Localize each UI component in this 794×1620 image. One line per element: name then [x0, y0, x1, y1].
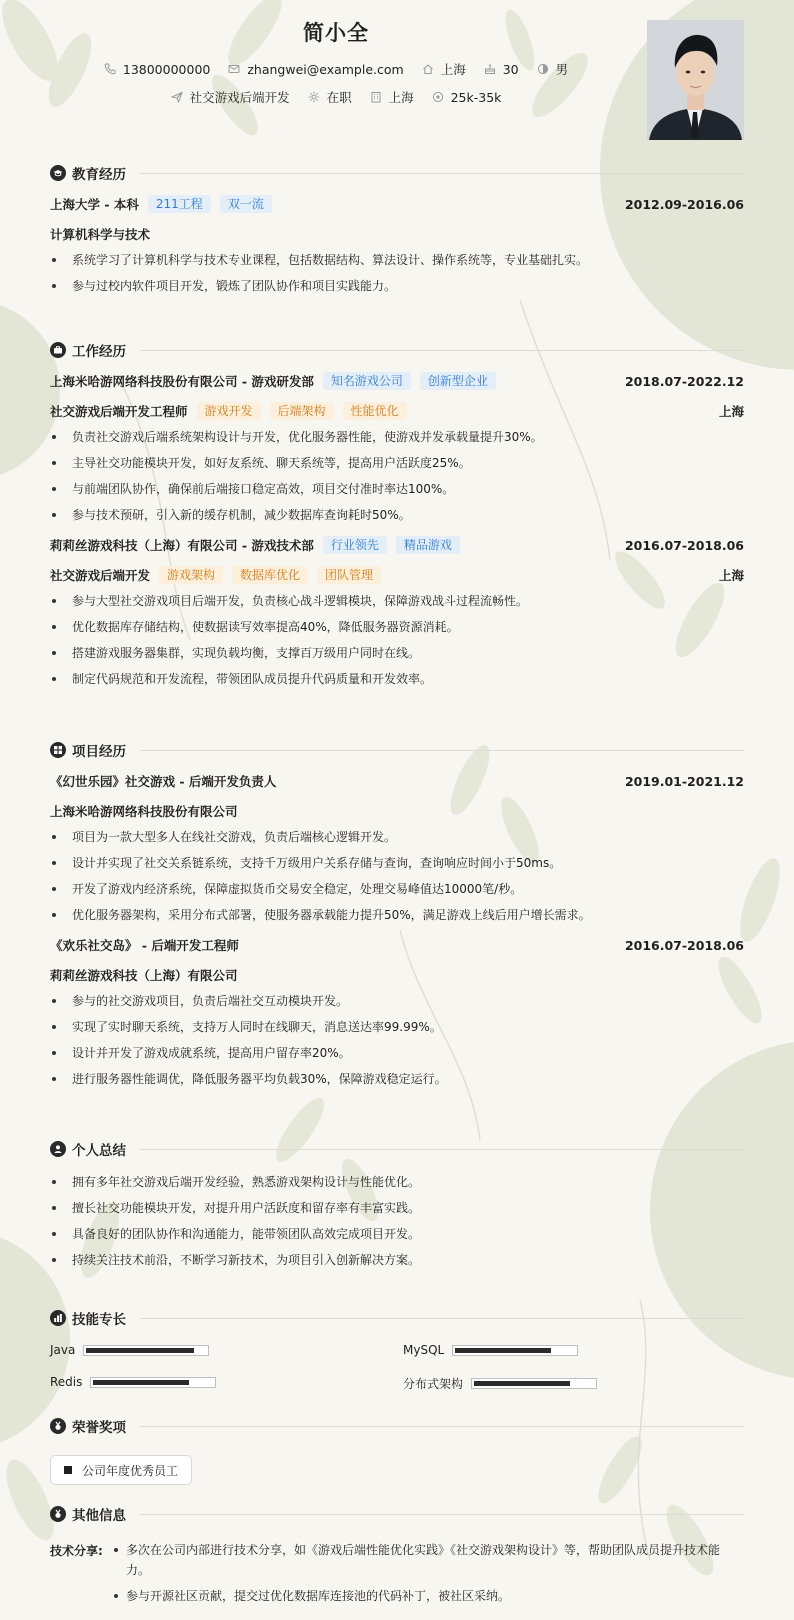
phone-text: 13800000000 [122, 61, 211, 77]
graduation-cap-icon [50, 165, 66, 181]
summary-title: 个人总结 [72, 1143, 126, 1159]
phone-info [104, 62, 210, 77]
skills-header [50, 1307, 744, 1329]
skill-item [403, 1375, 597, 1392]
work-location: 上海 [718, 568, 744, 583]
gender-info [537, 60, 569, 78]
section-divider [140, 750, 744, 751]
section-divider [140, 1318, 744, 1319]
skill-name: 分布式架构 [403, 1377, 464, 1391]
age-text: 30 [502, 61, 519, 77]
contact-row [0, 60, 672, 78]
briefcase-icon [50, 342, 66, 358]
role-tag: 数据库优化 [232, 566, 308, 584]
list-item: 主导社交功能模块开发，如好友系统、聊天系统等，提高用户活跃度25%。 [50, 455, 744, 471]
skill-bar [471, 1378, 597, 1389]
email-info [228, 62, 403, 77]
award-chip [50, 1455, 192, 1485]
award-marker [64, 1466, 72, 1474]
skill-fill [86, 1348, 194, 1353]
work-date: 2018.07-2022.12 [624, 373, 744, 389]
building-icon [370, 91, 382, 103]
education-section [50, 162, 744, 304]
list-item: 参与的社交游戏项目，负责后端社交互动模块开发。 [50, 993, 744, 1009]
skill-item [50, 1343, 209, 1357]
award-text: 公司年度优秀员工 [82, 1463, 179, 1478]
medal-icon [50, 1506, 66, 1522]
skill-bar [452, 1345, 578, 1356]
education-entry-header [50, 192, 744, 216]
project-company: 上海米哈游网络科技股份有限公司 [50, 804, 238, 819]
education-title: 教育经历 [72, 167, 126, 183]
work-bullets [50, 593, 744, 687]
projects-title: 项目经历 [72, 744, 126, 760]
work-role-row [50, 563, 744, 587]
target-role-text: 社交游戏后端开发 [189, 90, 290, 105]
gender-text: 男 [555, 62, 569, 77]
project-company-row [50, 963, 744, 987]
candidate-name: 简小全 [303, 21, 369, 45]
other-header [50, 1503, 744, 1525]
work-location: 上海 [718, 404, 744, 419]
list-item: 实现了实时聊天系统，支持万人同时在线聊天，消息送达率99.99%。 [50, 1019, 744, 1035]
skill-item [403, 1343, 578, 1357]
section-divider [140, 1514, 744, 1515]
list-item: 设计并开发了游戏成就系统，提高用户留存率20%。 [50, 1045, 744, 1061]
skill-bar [90, 1377, 216, 1388]
job-role: 社交游戏后端开发 [50, 568, 151, 583]
awards-section [50, 1415, 744, 1437]
cake-icon [484, 63, 496, 75]
phone-icon [104, 63, 116, 75]
other-title: 其他信息 [72, 1508, 126, 1524]
target-city-info [370, 88, 414, 106]
gear-icon [308, 91, 320, 103]
project-title: 《欢乐社交岛》 - 后端开发工程师 [50, 938, 239, 953]
status-info [308, 88, 352, 106]
skills-title: 技能专长 [72, 1312, 126, 1328]
list-item: 参与开源社区贡献，提交过优化数据库连接池的代码补丁，被社区采纳。 [112, 1586, 732, 1606]
school-tag: 211工程 [148, 195, 211, 213]
company-tag: 创新型企业 [420, 372, 496, 390]
section-divider [140, 1426, 744, 1427]
list-item: 具备良好的团队协作和沟通能力，能带领团队高效完成项目开发。 [50, 1226, 744, 1242]
skill-item [50, 1375, 216, 1389]
school-name: 上海大学 - 本科 [50, 197, 139, 212]
list-item: 拥有多年社交游戏后端开发经验，熟悉游戏架构设计与性能优化。 [50, 1174, 744, 1190]
summary-bullets [50, 1174, 744, 1268]
bar-chart-icon [50, 1310, 66, 1326]
section-divider [140, 350, 744, 351]
list-item: 参与技术预研，引入新的缓存机制，减少数据库查询耗时50%。 [50, 507, 744, 523]
list-item: 项目为一款大型多人在线社交游戏，负责后端核心逻辑开发。 [50, 829, 744, 845]
list-item: 制定代码规范和开发流程，带领团队成员提升代码质量和开发效率。 [50, 671, 744, 687]
salary-text: 25k-35k [450, 89, 502, 105]
project-bullets [50, 829, 744, 923]
other-label: 技术分享: [50, 1544, 103, 1558]
major-name: 计算机科学与技术 [50, 227, 151, 242]
role-tag: 游戏架构 [159, 566, 223, 584]
skill-fill [93, 1380, 189, 1385]
list-item: 与前端团队协作，确保前后端接口稳定高效，项目交付准时率达100%。 [50, 481, 744, 497]
awards-title: 荣誉奖项 [72, 1420, 126, 1436]
company-tag: 精品游戏 [396, 536, 460, 554]
project-entry-header [50, 933, 744, 957]
project-title: 《幻世乐园》社交游戏 - 后端开发负责人 [50, 774, 277, 789]
list-item: 优化服务器架构，采用分布式部署，使服务器承载能力提升50%，满足游戏上线后用户增长需求。 [50, 907, 744, 923]
work-entry-header [50, 533, 744, 557]
target-city-text: 上海 [388, 90, 414, 105]
role-tag: 游戏开发 [197, 402, 261, 420]
work-section [50, 339, 744, 697]
list-item: 进行服务器性能调优，降低服务器平均负载30%，保障游戏稳定运行。 [50, 1071, 744, 1087]
home-icon [422, 63, 434, 75]
projects-header [50, 739, 744, 761]
list-item: 多次在公司内部进行技术分享，如《游戏后端性能优化实践》《社交游戏架构设计》等，帮助团队成员提升技术能力。 [112, 1540, 732, 1580]
projects-section [50, 739, 744, 1097]
work-title: 工作经历 [72, 344, 126, 360]
summary-header [50, 1138, 744, 1160]
role-tag: 团队管理 [317, 566, 381, 584]
awards-header [50, 1415, 744, 1437]
other-section [50, 1503, 744, 1525]
list-item: 擅长社交功能模块开发，对提升用户活跃度和留存率有丰富实践。 [50, 1200, 744, 1216]
job-role: 社交游戏后端开发工程师 [50, 404, 188, 419]
list-item: 参与大型社交游戏项目后端开发，负责核心战斗逻辑模块，保障游戏战斗过程流畅性。 [50, 593, 744, 609]
project-company: 莉莉丝游戏科技（上海）有限公司 [50, 968, 238, 983]
education-bullets [50, 252, 744, 294]
work-role-row [50, 399, 744, 423]
project-company-row [50, 799, 744, 823]
city-info [422, 60, 466, 78]
grid-icon [50, 742, 66, 758]
education-major-row [50, 222, 744, 246]
work-date: 2016.07-2018.06 [624, 537, 744, 553]
profile-photo [647, 20, 744, 140]
list-item: 持续关注技术前沿，不断学习新技术，为项目引入创新解决方案。 [50, 1252, 744, 1268]
job-intent-row [0, 88, 672, 106]
company-tag: 知名游戏公司 [323, 372, 411, 390]
gender-icon [537, 63, 549, 75]
skill-name: Java [50, 1343, 76, 1357]
status-text: 在职 [326, 90, 352, 105]
skill-fill [474, 1381, 570, 1386]
work-header [50, 339, 744, 361]
email-text: zhangwei@example.com [247, 61, 404, 77]
work-bullets [50, 429, 744, 523]
section-divider [140, 1149, 744, 1150]
skill-name: MySQL [403, 1343, 445, 1357]
list-item: 参与过校内软件项目开发，锻炼了团队协作和项目实践能力。 [50, 278, 744, 294]
company-name: 上海米哈游网络科技股份有限公司 - 游戏研发部 [50, 374, 314, 389]
user-icon [50, 1141, 66, 1157]
skill-name: Redis [50, 1375, 83, 1389]
list-item: 优化数据库存储结构，使数据读写效率提高40%，降低服务器资源消耗。 [50, 619, 744, 635]
role-tag: 性能优化 [343, 402, 407, 420]
skills-section [50, 1307, 744, 1329]
list-item: 设计并实现了社交关系链系统，支持千万级用户关系存储与查询，查询响应时间小于50ms。 [50, 855, 744, 871]
skill-fill [455, 1348, 551, 1353]
skill-bar [83, 1345, 209, 1356]
project-bullets [50, 993, 744, 1087]
section-divider [140, 173, 744, 174]
salary-info [432, 90, 502, 105]
send-icon [171, 91, 183, 103]
summary-section [50, 1138, 744, 1278]
work-entry-header [50, 369, 744, 393]
coin-icon [432, 91, 444, 103]
company-name: 莉莉丝游戏科技（上海）有限公司 - 游戏技术部 [50, 538, 314, 553]
mail-icon [228, 63, 240, 75]
list-item: 搭建游戏服务器集群，实现负载均衡，支撑百万级用户同时在线。 [50, 645, 744, 661]
project-date: 2019.01-2021.12 [624, 773, 744, 789]
education-date: 2012.09-2016.06 [624, 196, 744, 212]
city-text: 上海 [440, 62, 466, 77]
list-item: 系统学习了计算机科学与技术专业课程，包括数据结构、算法设计、操作系统等，专业基础扎实。 [50, 252, 744, 268]
project-entry-header [50, 769, 744, 793]
list-item: 负责社交游戏后端系统架构设计与开发，优化服务器性能，使游戏并发承载量提升30%。 [50, 429, 744, 445]
company-tag: 行业领先 [323, 536, 387, 554]
role-tag: 后端架构 [270, 402, 334, 420]
age-info [484, 62, 519, 77]
project-date: 2016.07-2018.06 [624, 937, 744, 953]
list-item: 开发了游戏内经济系统，保障虚拟货币交易安全稳定，处理交易峰值达10000笔/秒。 [50, 881, 744, 897]
target-role-info [171, 88, 290, 106]
education-header [50, 162, 744, 184]
medal-icon [50, 1418, 66, 1434]
school-tag: 双一流 [220, 195, 272, 213]
